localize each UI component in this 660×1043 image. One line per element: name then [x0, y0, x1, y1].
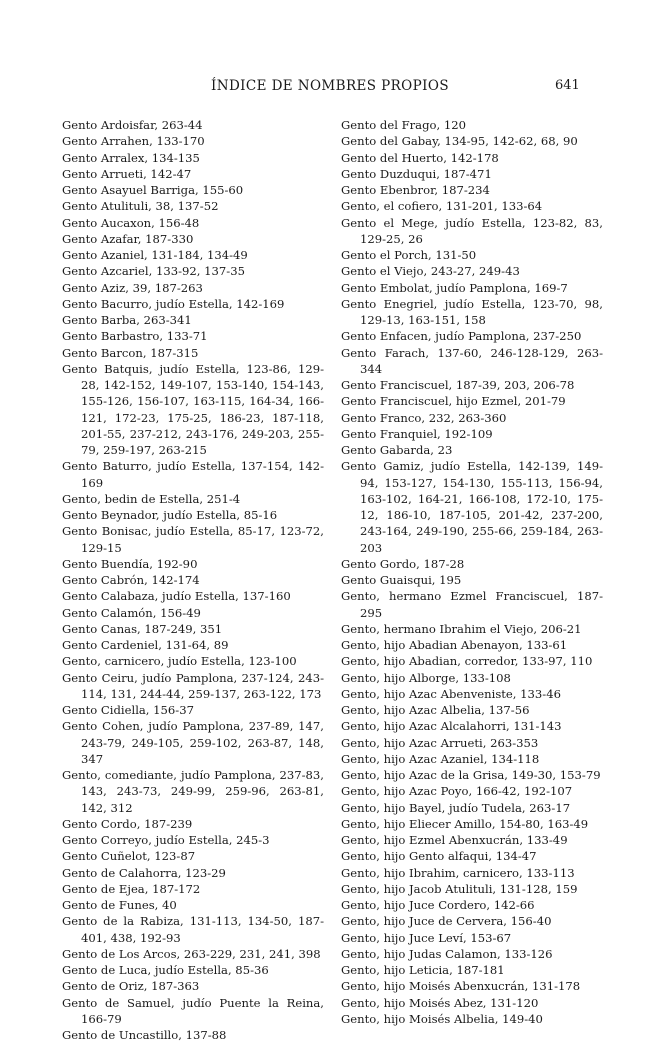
index-entry: Gento Gordo, 187-28 — [341, 556, 465, 571]
index-entry: Gento, hijo Azac Arrueti, 263-353 — [341, 735, 539, 750]
index-entry: Gento Arrueti, 142-47 — [62, 166, 192, 181]
index-entry: Gento Cabrón, 142-174 — [62, 573, 200, 587]
index-column-left — [62, 117, 324, 1043]
index-entry: Gento el Viejo, 243-27, 249-43 — [341, 264, 520, 279]
index-entry: Gento, comediante, judío Pamplona, 237-83, 143, 243-73, 249-99, 259-96, 263-81, 142, 312 — [62, 768, 324, 815]
index-entry: Gento Enfacen, judío Pamplona, 237-250 — [341, 329, 582, 344]
index-entry: Gento Bonisac, judío Estella, 85-17, 123-72, 129-15 — [62, 524, 324, 555]
index-entry: Gento Barba, 263-341 — [62, 313, 192, 327]
running-title: ÍNDICE DE NOMBRES PROPIOS — [211, 78, 449, 94]
index-entry: Gento el Porch, 131-50 — [341, 248, 477, 262]
index-entry: Gento Barbastro, 133-71 — [62, 329, 208, 344]
index-entry: Gento Cordo, 187-239 — [62, 816, 193, 831]
index-entry: Gento Ebenbror, 187-234 — [341, 183, 490, 197]
index-entry: Gento, hijo Abadian Abenayon, 133-61 — [341, 638, 568, 652]
index-entry: Gento Cuñelot, 123-87 — [62, 849, 196, 864]
index-entry: Gento de Ejea, 187-172 — [62, 881, 201, 896]
index-entry: Gento del Frago, 120 — [341, 118, 466, 132]
index-entry: Gento, hijo Jacob Atulituli, 131-128, 159 — [341, 881, 578, 896]
index-entry: Gento Gamiz, judío Estella, 142-139, 149-94, 153-127, 154-130, 155-113, 156-94, 163-102, 164-21, 166-108, 172-10, 175-12, 186-10, 187-105, 201-42, 237-200, 243-164, 249-190, 255-66, 259-184, 263-203 — [341, 459, 603, 555]
index-entry: Gento Bacurro, judío Estella, 142-169 — [62, 296, 285, 311]
index-entry: Gento, hijo Alborge, 133-108 — [341, 670, 511, 685]
index-entry: Gento, hijo Bayel, judío Tudela, 263-17 — [341, 800, 571, 815]
index-entry: Gento de Calahorra, 123-29 — [62, 865, 226, 880]
index-entry: Gento, hijo Gento alfaqui, 134-47 — [341, 849, 537, 864]
index-entry: Gento Farach, 137-60, 246-128-129, 263-344 — [341, 345, 603, 376]
index-entry: Gento Arrahen, 133-170 — [62, 134, 205, 149]
index-entry: Gento de Funes, 40 — [62, 898, 177, 912]
index-entry: Gento de Luca, judío Estella, 85-36 — [62, 963, 269, 977]
index-entry: Gento de Samuel, judío Puente la Reina, 166-79 — [62, 995, 324, 1026]
index-entry: Gento, hijo Moisés Abez, 131-120 — [341, 995, 539, 1010]
index-entry: Gento, hijo Moisés Albelia, 149-40 — [341, 1011, 543, 1026]
index-entry: Gento Canas, 187-249, 351 — [62, 621, 223, 636]
index-entry: Gento, hijo Judas Calamon, 133-126 — [341, 946, 553, 961]
index-entry: Gento Cohen, judío Pamplona, 237-89, 147, 243-79, 249-105, 259-102, 263-87, 148, 347 — [62, 719, 324, 766]
index-entry: Gento Barcon, 187-315 — [62, 345, 199, 360]
index-entry: Gento Azafar, 187-330 — [62, 231, 194, 246]
index-entry: Gento Aucaxon, 156-48 — [62, 215, 200, 230]
index-entry: Gento de Oriz, 187-363 — [62, 979, 200, 994]
index-entry: Gento de Uncastillo, 137-88 — [62, 1028, 227, 1042]
index-entry: Gento, hijo Azac Azaniel, 134-118 — [341, 751, 540, 766]
index-entry: Gento Franciscuel, hijo Ezmel, 201-79 — [341, 394, 566, 409]
index-entry: Gento Calamón, 156-49 — [62, 605, 201, 620]
index-entry: Gento Ardoisfar, 263-44 — [62, 118, 203, 132]
index-entry: Gento, hijo Abadian, corredor, 133-97, 110 — [341, 654, 593, 669]
index-entry: Gento Buendía, 192-90 — [62, 556, 198, 571]
index-entry: Gento, bedin de Estella, 251-4 — [62, 491, 241, 506]
index-entry: Gento, el cofiero, 131-201, 133-64 — [341, 199, 543, 214]
index-entry: Gento Cidiella, 156-37 — [62, 703, 194, 717]
index-entry: Gento de la Rabiza, 131-113, 134-50, 187-401, 438, 192-93 — [62, 914, 324, 945]
index-entry: Gento, hijo Juce Cordero, 142-66 — [341, 898, 535, 912]
index-entry: Gento el Mege, judío Estella, 123-82, 83, 129-25, 26 — [341, 215, 603, 246]
index-entry: Gento Cardeniel, 131-64, 89 — [62, 638, 229, 652]
index-entry: Gento, hermano Ibrahim el Viejo, 206-21 — [341, 621, 582, 636]
index-entry: Gento del Huerto, 142-178 — [341, 150, 499, 165]
index-entry: Gento Aziz, 39, 187-263 — [62, 280, 203, 295]
index-entry: Gento Baturro, judío Estella, 137-154, 142-169 — [62, 459, 324, 490]
index-entry: Gento Batquis, judío Estella, 123-86, 129-28, 142-152, 149-107, 153-140, 154-143, 155-126, 156-107, 163-115, 164-34, 166-121, 172-23, 175-25, 186-23, 187-118, 201-55, 237-212, 243-176, 249-203, 255-79, 259-197, 263-215 — [62, 361, 324, 457]
index-entry: Gento, hijo Azac de la Grisa, 149-30, 153-79 — [341, 768, 601, 782]
index-entry: Gento, hijo Leticia, 187-181 — [341, 963, 505, 977]
index-entry: Gento, hijo Moisés Abenxucrán, 131-178 — [341, 979, 581, 994]
index-entry: Gento, hijo Azac Albelia, 137-56 — [341, 703, 530, 717]
index-entry: Gento Embolat, judío Pamplona, 169-7 — [341, 280, 568, 295]
index-entry: Gento, hijo Ibrahim, carnicero, 133-113 — [341, 865, 575, 880]
index-entry: Gento, hijo Azac Abenveniste, 133-46 — [341, 686, 561, 701]
index-entry: Gento Asayuel Barriga, 155-60 — [62, 183, 244, 197]
index-entry: Gento del Gabay, 134-95, 142-62, 68, 90 — [341, 134, 578, 149]
index-entry: Gento Franco, 232, 263-360 — [341, 410, 507, 425]
page-header — [0, 78, 660, 98]
index-entry: Gento Enegriel, judío Estella, 123-70, 98, 129-13, 163-151, 158 — [341, 296, 603, 327]
index-entry: Gento Azaniel, 131-184, 134-49 — [62, 248, 248, 262]
index-entry: Gento, hermano Ezmel Franciscuel, 187-295 — [341, 589, 603, 620]
index-entry: Gento, hijo Azac Poyo, 166-42, 192-107 — [341, 784, 573, 799]
index-entry: Gento Ceiru, judío Pamplona, 237-124, 243-114, 131, 244-44, 259-137, 263-122, 173 — [62, 670, 324, 701]
index-entry: Gento Franquiel, 192-109 — [341, 426, 493, 441]
index-entry: Gento de Los Arcos, 263-229, 231, 241, 398 — [62, 946, 321, 961]
index-entry: Gento Franciscuel, 187-39, 203, 206-78 — [341, 378, 575, 392]
index-entry: Gento Azcariel, 133-92, 137-35 — [62, 264, 245, 279]
index-entry: Gento Gabarda, 23 — [341, 443, 453, 457]
index-entry: Gento Correyo, judío Estella, 245-3 — [62, 833, 270, 847]
index-entry: Gento, hijo Azac Alcalahorri, 131-143 — [341, 719, 562, 734]
index-entry: Gento Duzduqui, 187-471 — [341, 166, 492, 181]
index-entry: Gento Atulituli, 38, 137-52 — [62, 199, 219, 214]
index-entry: Gento, hijo Juce de Cervera, 156-40 — [341, 914, 552, 929]
index-entry: Gento, carnicero, judío Estella, 123-100 — [62, 654, 297, 669]
index-entry: Gento, hijo Eliecer Amillo, 154-80, 163-49 — [341, 816, 589, 831]
index-entry: Gento Calabaza, judío Estella, 137-160 — [62, 589, 291, 604]
index-column-right — [341, 117, 603, 1027]
index-entry: Gento, hijo Ezmel Abenxucrán, 133-49 — [341, 833, 568, 847]
index-entry: Gento Arralex, 134-135 — [62, 150, 200, 165]
index-entry: Gento Beynador, judío Estella, 85-16 — [62, 508, 278, 522]
index-entry: Gento, hijo Juce Leví, 153-67 — [341, 930, 512, 945]
page-number: 641 — [555, 78, 580, 93]
index-entry: Gento Guaisqui, 195 — [341, 573, 462, 587]
